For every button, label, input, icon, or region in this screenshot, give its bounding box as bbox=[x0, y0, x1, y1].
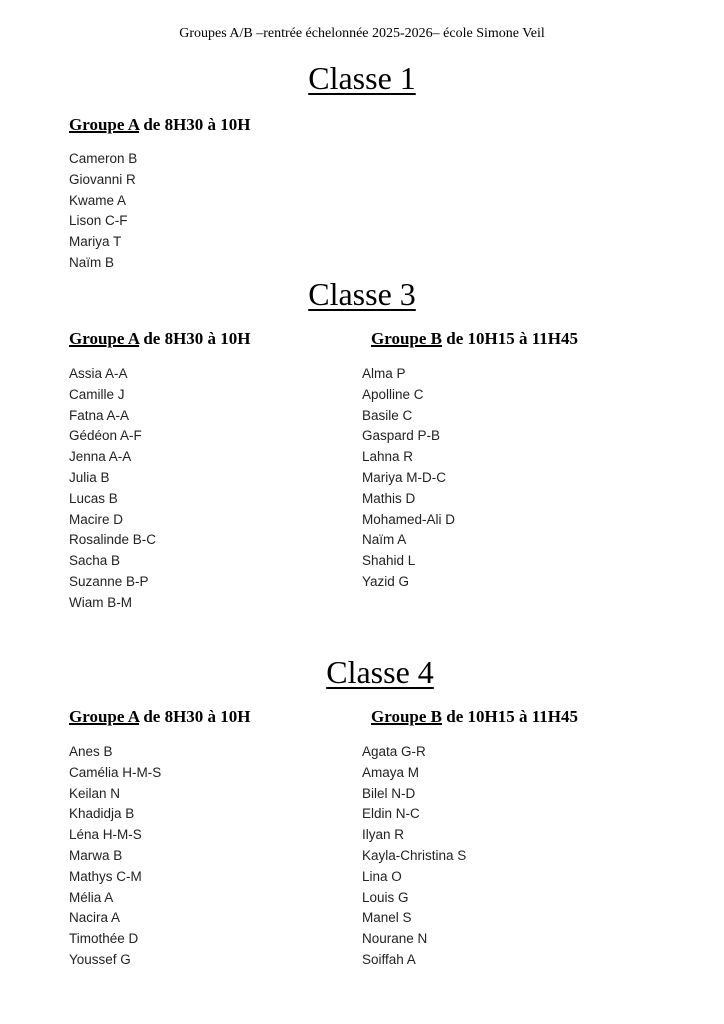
group-name: Groupe A bbox=[69, 707, 140, 726]
group-heading bbox=[69, 115, 251, 135]
student-name: Suzanne B-P bbox=[69, 573, 149, 589]
group-time: de 8H30 à 10H bbox=[139, 707, 251, 726]
student-name: Louis G bbox=[362, 889, 409, 905]
student-name: Mathis D bbox=[362, 490, 416, 506]
student-name: Keilan N bbox=[69, 785, 121, 801]
student-name: Macire D bbox=[69, 511, 124, 527]
student-list bbox=[69, 742, 161, 971]
student-name: Agata G-R bbox=[362, 744, 426, 759]
student-name: Manel S bbox=[362, 910, 412, 926]
student-name: Nourane N bbox=[362, 931, 428, 947]
student-name: Mélia A bbox=[69, 889, 114, 905]
group-time: de 8H30 à 10H bbox=[139, 115, 251, 134]
group-name: Groupe B bbox=[371, 707, 443, 726]
student-name: Mathys C-M bbox=[69, 868, 142, 884]
student-name: Giovanni R bbox=[69, 171, 136, 187]
student-name: Mohamed-Ali D bbox=[362, 511, 456, 527]
student-name: Naïm B bbox=[69, 254, 115, 270]
group-time: de 10H15 à 11H45 bbox=[442, 707, 579, 726]
group-heading bbox=[69, 707, 251, 727]
student-list bbox=[362, 364, 455, 593]
student-name: Bilel N-D bbox=[362, 785, 416, 801]
student-name: Lina O bbox=[362, 868, 402, 884]
student-name: Timothée D bbox=[69, 931, 139, 947]
class-3-title: Classe 3 bbox=[308, 276, 416, 312]
student-name: Lahna R bbox=[362, 449, 414, 465]
student-name: Basile C bbox=[362, 407, 413, 423]
student-name: Mariya T bbox=[69, 234, 122, 250]
student-name: Gaspard P-B bbox=[362, 428, 441, 444]
student-name: Assia A-A bbox=[69, 366, 128, 381]
student-name: Fatna A-A bbox=[69, 407, 130, 423]
group-name: Groupe A bbox=[69, 115, 140, 134]
student-name: Shahid L bbox=[362, 553, 416, 569]
student-name: Ilyan R bbox=[362, 827, 405, 843]
student-name: Léna H-M-S bbox=[69, 827, 142, 843]
student-name: Nacira A bbox=[69, 910, 121, 926]
class-4-group-b bbox=[362, 707, 579, 967]
student-name: Lison C-F bbox=[69, 213, 128, 229]
class-4-title: Classe 4 bbox=[326, 654, 434, 690]
student-name: Naïm A bbox=[362, 532, 407, 548]
student-name: Eldin N-C bbox=[362, 806, 420, 822]
document-header: Groupes A/B –rentrée échelonnée 2025-2026– école Simone Veil bbox=[179, 26, 545, 41]
class-3-group-b bbox=[362, 329, 579, 589]
student-name: Anes B bbox=[69, 744, 113, 759]
student-name: Camille J bbox=[69, 386, 125, 402]
class-3-group-a bbox=[69, 329, 251, 610]
student-name: Yazid G bbox=[362, 573, 410, 589]
group-name: Groupe A bbox=[69, 329, 140, 348]
student-list bbox=[362, 742, 466, 971]
student-name: Lucas B bbox=[69, 490, 118, 506]
student-name: Khadidja B bbox=[69, 806, 135, 822]
class-1-title: Classe 1 bbox=[308, 60, 416, 96]
student-name: Wiam B-M bbox=[69, 594, 132, 610]
student-name: Julia B bbox=[69, 469, 110, 485]
group-heading bbox=[371, 707, 578, 727]
student-name: Soiffah A bbox=[362, 951, 416, 967]
student-name: Cameron B bbox=[69, 151, 138, 166]
student-name: Youssef G bbox=[69, 951, 131, 967]
group-heading bbox=[371, 329, 578, 349]
student-name: Sacha B bbox=[69, 553, 121, 569]
student-name: Gédéon A-F bbox=[69, 428, 142, 444]
student-name: Alma P bbox=[362, 366, 406, 381]
group-name: Groupe B bbox=[371, 329, 443, 348]
student-name: Camélia H-M-S bbox=[69, 764, 162, 780]
student-name: Rosalinde B-C bbox=[69, 532, 157, 548]
class-1-group-a bbox=[69, 115, 251, 270]
student-list bbox=[69, 149, 137, 274]
group-heading bbox=[69, 329, 251, 349]
student-name: Jenna A-A bbox=[69, 449, 132, 465]
student-name: Kwame A bbox=[69, 192, 127, 208]
group-time: de 8H30 à 10H bbox=[139, 329, 251, 348]
student-name: Amaya M bbox=[362, 764, 420, 780]
student-name: Mariya M-D-C bbox=[362, 469, 446, 485]
student-name: Apolline C bbox=[362, 386, 424, 402]
student-name: Kayla-Christina S bbox=[362, 847, 467, 863]
student-name: Marwa B bbox=[69, 847, 123, 863]
class-4-group-a bbox=[69, 707, 251, 967]
group-time: de 10H15 à 11H45 bbox=[442, 329, 579, 348]
student-list bbox=[69, 364, 156, 614]
